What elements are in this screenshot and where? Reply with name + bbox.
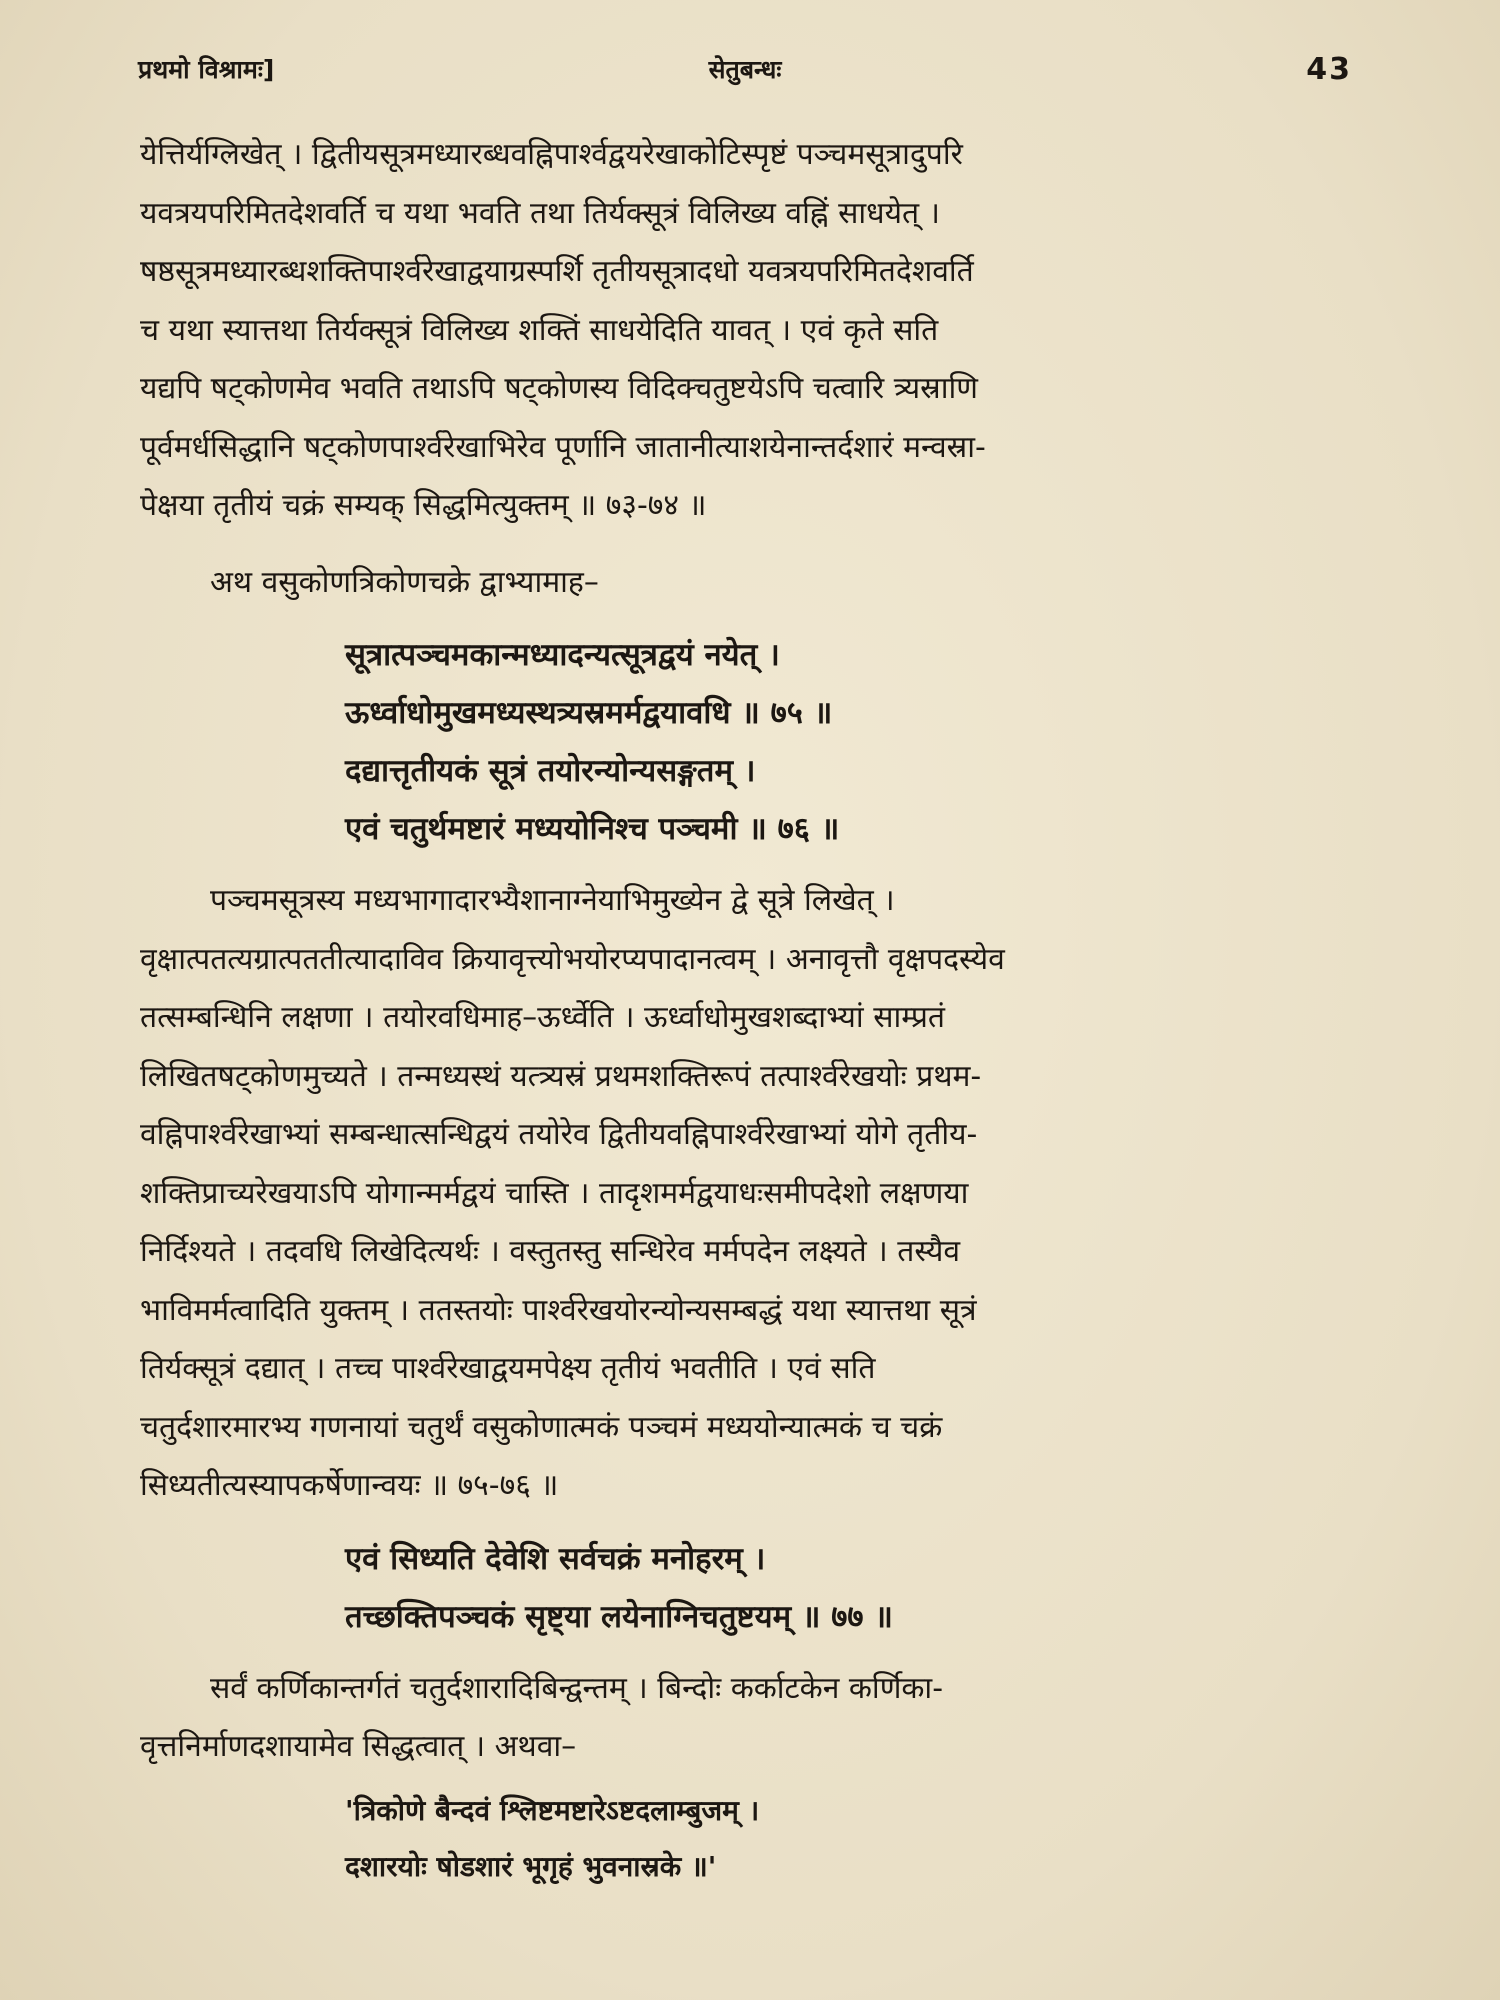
quote-line: 'त्रिकोणे बैन्दवं श्लिष्टमष्टारेऽष्टदलाम्बुजम् । <box>345 1793 760 1827</box>
text-line: सिध्यतीत्यस्यापकर्षेणान्वयः ॥ ७५-७६ ॥ <box>140 1468 559 1503</box>
text-line: पञ्चमसूत्रस्य मध्यभागादारभ्यैशानाग्नेयाभिमुख्येन द्वे सूत्रे लिखेत् । <box>210 883 895 918</box>
commentary-paragraph-2 <box>140 872 1362 1516</box>
text-line: येत्तिर्यग्लिखेत् । द्वितीयसूत्रमध्यारब्धवह्निपार्श्वद्वयरेखाकोटिस्पृष्टं पञ्चमसूत्रादुपरि <box>140 137 963 172</box>
quoted-verse <box>140 1783 1362 1895</box>
text-line: शक्तिप्राच्यरेखयाऽपि योगान्मर्मद्वयं चास्ति । तादृशमर्मद्वयाधःसमीपदेशो लक्षणया <box>140 1175 969 1211</box>
text-line: वृक्षात्पतत्यग्रात्पततीत्यादाविव क्रियावृत्त्योभयोरप्यपादानत्वम् । अनावृत्तौ वृक्षपदस्येव <box>140 941 1005 977</box>
book-title: सेतुबन्धः <box>708 55 782 84</box>
text-line: षष्ठसूत्रमध्यारब्धशक्तिपार्श्वरेखाद्वयाग्रस्पर्शि तृतीयसूत्रादधो यवत्रयपरिमितदेशवर्ति <box>140 254 974 289</box>
text-line: भाविमर्मत्वादिति युक्तम् । ततस्तयोः पार्श्वरेखयोरन्योन्यसम्बद्धं यथा स्यात्तथा सूत्रं <box>140 1292 977 1328</box>
verse-line: एवं चतुर्थमष्टारं मध्ययोनिश्च पञ्चमी ॥ ७६ ॥ <box>345 811 840 847</box>
commentary-paragraph-1 <box>140 126 1362 536</box>
text-line: वृत्तनिर्माणदशायामेव सिद्धत्वात् । अथवा– <box>140 1729 577 1764</box>
text-line: तिर्यक्सूत्रं दद्यात् । तच्च पार्श्वरेखाद्वयमपेक्ष्य तृतीयं भवतीति । एवं सति <box>140 1351 876 1386</box>
verse-75-76 <box>140 626 1362 858</box>
text-line: यद्यपि षट्कोणमेव भवति तथाऽपि षट्कोणस्य विदिक्चतुष्टयेऽपि चत्वारि त्र्यस्राणि <box>140 371 978 406</box>
commentary-paragraph-3 <box>140 1660 1362 1777</box>
text-line: पेक्षया तृतीयं चक्रं सम्यक् सिद्धमित्युक्तम् ॥ ७३-७४ ॥ <box>140 488 707 523</box>
text-line: पूर्वमर्धसिद्धानि षट्कोणपार्श्वरेखाभिरेव पूर्णानि जातानीत्याशयेनान्तर्दशारं मन्वस्रा- <box>140 429 986 465</box>
page-body <box>140 126 1362 1895</box>
page-number: 43 <box>1306 52 1352 87</box>
chapter-label: प्रथमो विश्रामः] <box>138 55 275 84</box>
text-line: निर्दिश्यते । तदवधि लिखेदित्यर्थः । वस्तुतस्तु सन्धिरेव मर्मपदेन लक्ष्यते । तस्यैव <box>140 1234 961 1269</box>
text-line: सर्वं कर्णिकान्तर्गतं चतुर्दशारादिबिन्द्वन्तम् । बिन्दोः कर्काटकेन कर्णिका- <box>210 1670 944 1706</box>
verse-77 <box>140 1530 1362 1646</box>
verse-line: एवं सिध्यति देवेशि सर्वचक्रं मनोहरम् । <box>345 1540 766 1577</box>
verse-intro <box>140 554 1362 613</box>
verse-line: दद्यात्तृतीयकं सूत्रं तयोरन्योन्यसङ्गतम् । <box>345 753 756 789</box>
verse-line: तच्छक्तिपञ्चकं सृष्ट्या लयेनाग्निचतुष्टयम् ॥ ७७ ॥ <box>345 1598 893 1635</box>
text-line: लिखितषट्कोणमुच्यते । तन्मध्यस्थं यत्त्र्यस्रं प्रथमशक्तिरूपं तत्पार्श्वरेखयोः प्रथम- <box>140 1058 982 1094</box>
text-line: तत्सम्बन्धिनि लक्षणा । तयोरवधिमाह–ऊर्ध्वेति । ऊर्ध्वाधोमुखशब्दाभ्यां साम्प्रतं <box>140 1000 946 1035</box>
verse-line: सूत्रात्पञ्चमकान्मध्यादन्यत्सूत्रद्वयं नयेत् । <box>345 637 780 673</box>
text-line: चतुर्दशारमारभ्य गणनायां चतुर्थं वसुकोणात्मकं पञ्चमं मध्ययोन्यात्मकं च चक्रं <box>140 1409 943 1445</box>
running-header <box>138 52 1352 98</box>
text-line: यवत्रयपरिमितदेशवर्ति च यथा भवति तथा तिर्यक्सूत्रं विलिख्य वह्निं साधयेत् । <box>140 195 940 231</box>
intro-line: अथ वसुकोणत्रिकोणचक्रे द्वाभ्यामाह– <box>210 564 599 600</box>
verse-line: ऊर्ध्वाधोमुखमध्यस्थत्र्यस्रमर्मद्वयावधि ॥ ७५ ॥ <box>345 695 833 731</box>
text-line: वह्निपार्श्वरेखाभ्यां सम्बन्धात्सन्धिद्वयं तयोरेव द्वितीयवह्निपार्श्वरेखाभ्यां योगे तृतीय- <box>140 1117 978 1152</box>
quote-line: दशारयोः षोडशारं भूगृहं भुवनास्रके ॥' <box>345 1849 717 1883</box>
text-line: च यथा स्यात्तथा तिर्यक्सूत्रं विलिख्य शक्तिं साधयेदिति यावत् । एवं कृते सति <box>140 312 939 348</box>
